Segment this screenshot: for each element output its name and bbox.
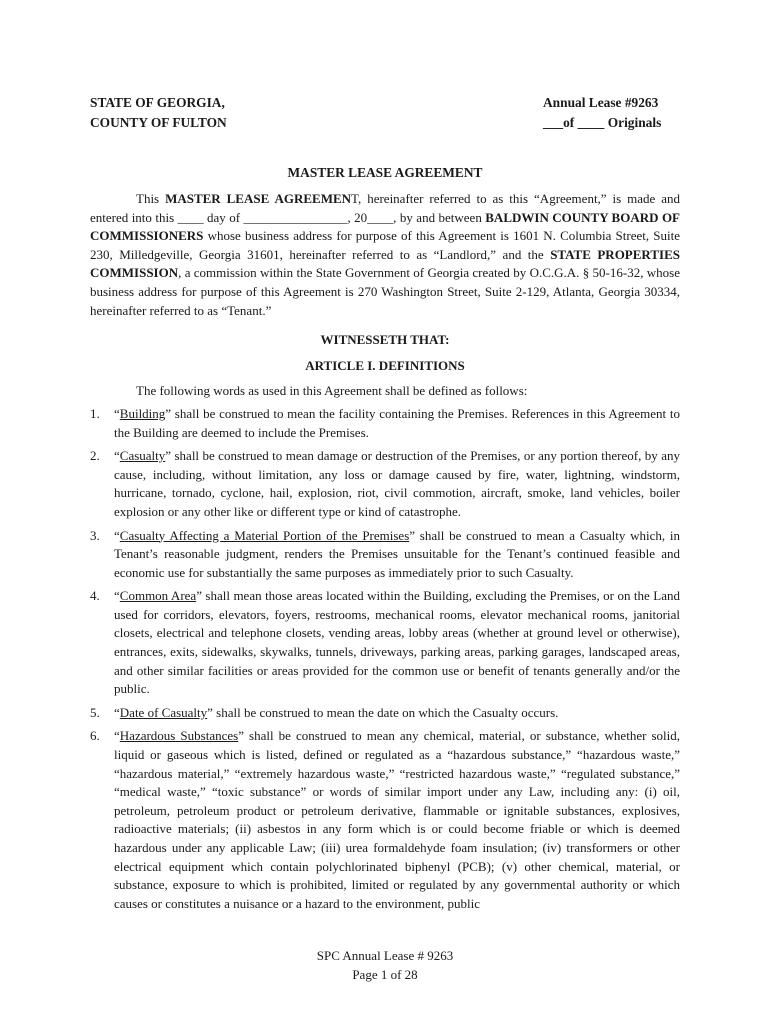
intro-paragraph: This MASTER LEASE AGREEMENT, hereinafter referred to as this “Agreement,” is made and entered into this ____ day of ________________, 20____, by and between BALDWIN COUNTY BOARD OF COMMISSIONERS whose business address for purpose of this Agreement is 1601 N. Columbia Street, Suite 230, Milledgeville, Georgia 31601, hereinafter referred to as “Landlord,” and the STATE PROPERTIES COMMISSION, a commission within the State Government of Georgia created by O.C.G.A. § 50-16-32, whose business address for purpose of this Agreement is 270 Washington Street, Suite 2-129, Atlanta, Georgia 30334, hereinafter referred to as “Tenant.” — [90, 191, 680, 318]
definition-item: 2. “Casualty” shall be construed to mean damage or destruction of the Premises, or any portion thereof, by any cause, including, without limitation, any loss or damage caused by fire, water, lightning, windstorm, hurricane, tornado, cyclone, hail, explosion, riot, civil commotion, aircraft, smoke, land vehicles, boiler explosion or any other like or different type or kind of catastrophe. — [90, 448, 680, 519]
defined-term: Building — [119, 405, 166, 421]
document-body — [90, 190, 680, 918]
defined-term: Casualty — [119, 448, 166, 464]
lease-number: Annual Lease #9263 — [543, 95, 659, 110]
definition-item: 4. “Common Area” shall mean those areas located within the Building, excluding the Premises, or on the Land used for corridors, elevators, foyers, restrooms, mechanical rooms, elevator mechanical rooms, janitorial closets, electrical and telephone closets, vending areas, lobby areas (whether at ground level or otherwise), entrances, exits, sidewalks, skywalks, tunnels, driveways, parking areas, parking garages, landscaped areas, and other similar facilities or areas provided for the common use or benefit of tenants generally and/or the public. — [90, 588, 680, 697]
item-number: 6. — [90, 728, 100, 744]
item-number: 4. — [90, 588, 100, 604]
item-number: 2. — [90, 448, 100, 464]
witnesseth-heading: WITNESSETH THAT: — [320, 332, 450, 348]
state-line: STATE OF GEORGIA, — [90, 95, 225, 110]
page-footer — [0, 946, 770, 984]
originals-line: ___of ____ Originals — [543, 115, 662, 130]
item-number: 3. — [90, 527, 100, 543]
county-line: COUNTY OF FULTON — [90, 115, 227, 130]
definition-item: 6. “Hazardous Substances” shall be construed to mean any chemical, material, or substance, whether solid, liquid or gaseous which is listed, defined or regulated as a “hazardous substance,” “hazardous waste,” “hazardous material,” “extremely hazardous waste,” “restricted hazardous waste,” “regulated substance,” “medical waste,” “toxic substance” or words of similar import under any Law, including any: (i) oil, petroleum, petroleum product or petroleum derivative, flammable or ignitable substances, explosives, radioactive materials; (ii) asbestos in any form which is or could become friable or which is deemed hazardous under any applicable Law; (iii) urea formaldehyde foam insulation; (iv) transformers or other electrical equipment which contain polychlorinated biphenyl (PCB); (v) other chemical, material, or substance, exposure to which is prohibited, limited or regulated by any governmental authority or which causes or constitutes a nuisance or a hazard to the environment, public — [90, 728, 680, 911]
agreement-name: MASTER LEASE AGREEMEN — [165, 191, 352, 206]
document-title: MASTER LEASE AGREEMENT — [287, 165, 483, 180]
item-number: 5. — [90, 704, 100, 720]
defined-term: Hazardous Substances — [119, 728, 239, 744]
defined-term: Common Area — [119, 588, 197, 604]
landlord-name: BALDWIN COUNTY BOARD OF COMMISSIONERS — [90, 209, 680, 244]
definition-item: 5. “Date of Casualty” shall be construed to mean the date on which the Casualty occurs. — [90, 704, 680, 723]
item-number: 1. — [90, 405, 100, 421]
definitions-lead: The following words as used in this Agreement shall be defined as follows: — [136, 383, 528, 399]
page-number: Page 1 of 28 — [352, 967, 418, 982]
article-heading: ARTICLE I. DEFINITIONS — [305, 357, 465, 373]
lease-id-block — [543, 93, 661, 133]
defined-term: Casualty Affecting a Material Portion of the Premises — [119, 527, 410, 543]
footer-lease-ref: SPC Annual Lease # 9263 — [316, 948, 454, 963]
jurisdiction-block — [90, 93, 227, 133]
definition-item: 3. “Casualty Affecting a Material Portion of the Premises” shall be construed to mean a Casualty which, in Tenant’s reasonable judgment, renders the Premises unsuitable for the Tenant’s continued feasible and economic use for substantially the same purposes as immediately prior to such Casualty. — [90, 527, 680, 580]
defined-term: Date of Casualty — [119, 704, 208, 720]
definition-item: 1. “Building” shall be construed to mean the facility containing the Premises. References in this Agreement to the Building are deemed to include the Premises. — [90, 405, 680, 440]
definitions-list — [90, 405, 680, 913]
tenant-name: STATE PROPERTIES COMMISSION — [90, 246, 680, 281]
